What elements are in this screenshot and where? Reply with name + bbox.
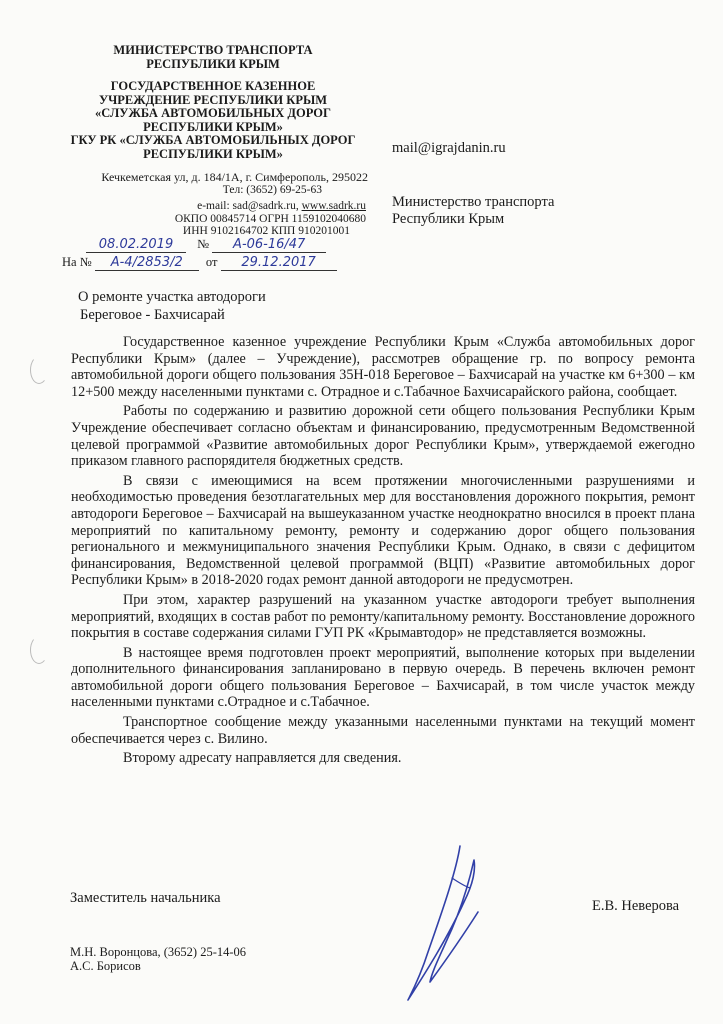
institution-line: УЧРЕЖДЕНИЕ РЕСПУБЛИКИ КРЫМ [98,92,328,107]
body-paragraph: Государственное казенное учреждение Республики Крым «Служба автомобильных дорог Республики Крым» (далее – Учреждение), рассмотрев обращение гр. по вопросу ремонта автомобильной дороги общего пользования 35Н-018 Береговое – Бахчисарай на участке км 6+300 – км 12+500 между населенными пунктами с. Отрадное и с.Табачное Бахчисарайского района, сообщает. [71,334,695,400]
signer-position: Заместитель начальника [70,890,221,906]
ref-number: А-4/2853/2 [95,255,199,271]
addressee-line: Министерство транспорта [392,194,555,210]
body-paragraph: В настоящее время подготовлен проект мероприятий, выполнение которых при выделении дополнительного финансирования запланировано в первую очередь. В перечень включен ремонт автомобильной дороги общего пользования Береговое – Бахчисарай, в том числе участок между населенными пунктами с.Отрадное и с.Табачное. [71,644,695,711]
handwritten-signature [398,842,493,1007]
inn: ИНН 9102164702 КПП 910201001 [182,225,350,237]
ref-label: На № [62,255,92,269]
from-label: от [205,255,218,269]
institution-line: РЕСПУБЛИКИ КРЫМ» [143,119,283,134]
requisites [58,171,368,238]
ministry-line: РЕСПУБЛИКИ КРЫМ [146,56,280,71]
recipient-email: mail@igrajdanin.ru [392,140,506,156]
letter-body [71,334,695,767]
ministry-header [58,44,368,71]
institution-line: ГОСУДАРСТВЕННОЕ КАЗЕННОЕ [110,79,316,93]
body-paragraph: Второму адресату направляется для сведения. [123,750,402,767]
addressee [392,194,554,228]
body-paragraph: Работы по содержанию и развитию дорожной сети общего пользования Республики Крым Учреждение обеспечивает согласно объектам и финансированию, предусмотренным Ведомственной целевой программой «Развитие автомобильных дорог Республики Крым», утверждаемой ежегодно приказом главного распорядителя бюджетных средств. [71,403,695,470]
email: e-mail: sad@sadrk.ru, [197,200,302,212]
website-link[interactable]: www.sadrk.ru [301,200,366,212]
outgoing-number: А-06-16/47 [212,237,326,253]
scan-mark [30,636,48,664]
institution-line: «СЛУЖБА АВТОМОБИЛЬНЫХ ДОРОГ [95,106,331,121]
address: Кечкеметская ул, д. 184/1А, г. Симферополь, 295022 [101,170,368,184]
signer-name: Е.В. Неверова [592,898,680,914]
scan-mark [30,356,48,384]
body-paragraph: В связи с имеющимися на всем протяжении многочисленными разрушениями и необходимостью проведения безотлагательных мер для восстановления дорожного покрытия, ремонт автодороги Береговое – Бахчисарай на вышеуказанном участке неоднократно вносился в проект плана мероприятий по капитальному ремонту, ремонту и содержанию дорог общего пользования регионального и межмуниципального значения Республики Крым. Однако, в связи с дефицитом финансирования, Ведомственной целевой программой (ВЦП) «Развитие автомобильных дорог Республики Крым» в 2018-2020 годах ремонт данной автодороги не предусмотрен. [71,472,695,589]
outgoing-row [86,237,326,253]
executor-line: А.С. Борисов [70,959,141,973]
executors [70,945,246,973]
outgoing-date: 08.02.2019 [86,237,186,253]
institution-header [58,80,368,162]
phone: Тел: (3652) 69-25-63 [222,183,322,196]
okpo: ОКПО 00845714 ОГРН 1159102040680 [174,212,366,225]
reference-row [62,255,337,271]
addressee-line: Республики Крым [392,211,505,227]
subject-line: О ремонте участка автодороги [78,289,266,305]
ref-date: 29.12.2017 [221,255,337,271]
body-paragraph: При этом, характер разрушений на указанном участке автодороги требует выполнения мероприятий, входящих в состав работ по ремонту/капитальному ремонту. Восстановление дорожного покрытия в составе содержания силами ГУП РК «Крымавтодор» не представляется возможны. [71,591,695,642]
executor-line: М.Н. Воронцова, (3652) 25-14-06 [70,945,247,959]
subject-line: Береговое - Бахчисарай [80,307,225,323]
subject [78,288,266,324]
ministry-line: МИНИСТЕРСТВО ТРАНСПОРТА [113,43,313,57]
institution-line: РЕСПУБЛИКИ КРЫМ» [143,146,283,161]
number-label: № [197,237,210,251]
body-paragraph: Транспортное сообщение между указанными населенными пунктами на текущий момент обеспечивается через с. Вилино. [71,714,695,747]
contacts-line [58,200,368,213]
institution-line: ГКУ РК «СЛУЖБА АВТОМОБИЛЬНЫХ ДОРОГ [70,133,356,148]
